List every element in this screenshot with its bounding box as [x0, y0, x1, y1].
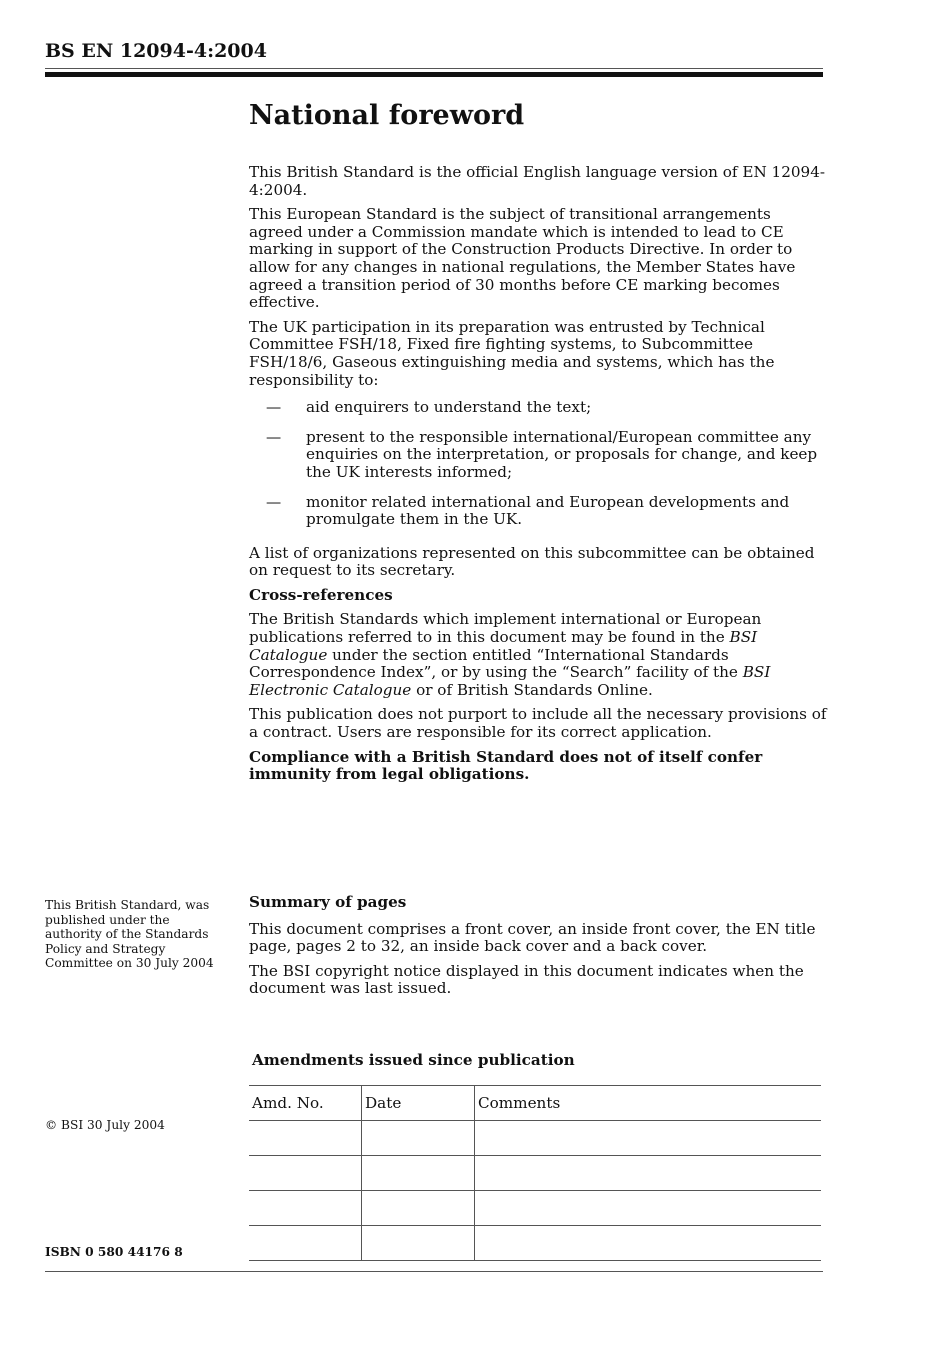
summary-section	[249, 894, 827, 1005]
cross-references-text-1: The British Standards which implement international or European publications referred to in this document may be found in the	[249, 610, 762, 647]
table-row	[249, 1191, 821, 1226]
foreword-body	[249, 164, 827, 791]
table-cell	[362, 1156, 475, 1191]
table-cell	[249, 1156, 362, 1191]
compliance-statement: Compliance with a British Standard does not of itself confer immunity from legal obligations.	[249, 747, 763, 784]
header-rule-thick	[45, 72, 823, 77]
list-item-text: aid enquirers to understand the text;	[306, 398, 592, 417]
header-rule-thin	[45, 68, 823, 69]
column-header-comments: Comments	[475, 1086, 822, 1121]
cross-references-text-2: under the section entitled “International Standards Correspondence Index”, or by using the “Search” facility of the	[249, 645, 743, 682]
column-header-amd-no: Amd. No.	[249, 1086, 362, 1121]
isbn: ISBN 0 580 44176 8	[45, 1245, 183, 1259]
intro-paragraph-3: The UK participation in its preparation was entrusted by Technical Committee FSH/18, Fixed fire fighting systems, to Subcommittee FSH/18/6, Gaseous extinguishing media and systems, which has the responsibility to:	[249, 317, 775, 389]
bsi-catalogue-ref: BSI Catalogue	[249, 628, 758, 664]
copyright-notice: © BSI 30 July 2004	[45, 1118, 165, 1132]
table-header-row	[249, 1086, 821, 1121]
table-cell	[362, 1226, 475, 1261]
summary-paragraph-1: This document comprises a front cover, an inside front cover, the EN title page, pages 2 to 32, an inside back cover and a back cover.	[249, 919, 816, 956]
dash-marker: —	[266, 427, 282, 446]
table-row	[249, 1226, 821, 1261]
list-item-text: present to the responsible international/European committee any enquiries on the interpretation, or proposals for change, and keep the UK interests informed;	[306, 427, 818, 481]
table-cell	[475, 1121, 822, 1156]
amendments-table	[249, 1085, 821, 1261]
amendments-title: Amendments issued since publication	[252, 1051, 575, 1069]
provisions-paragraph: This publication does not purport to include all the necessary provisions of a contract. Users are responsible for its correct application.	[249, 705, 827, 742]
bsi-electronic-catalogue-ref: BSI Electronic Catalogue	[249, 663, 771, 699]
publication-note: This British Standard, was published under the authority of the Standards Policy and Strategy Committee on 30 July 2004	[45, 898, 214, 970]
intro-paragraph-2: This European Standard is the subject of transitional arrangements agreed under a Commission mandate which is intended to lead to CE marking in support of the Construction Products Directive. In order to allow for any changes in national regulations, the Member States have agreed a transition period of 30 months before CE marking becomes effective.	[249, 205, 796, 312]
table-cell	[475, 1156, 822, 1191]
list-item-text: monitor related international and European developments and promulgate them in the UK.	[306, 492, 790, 529]
responsibility-list	[249, 399, 827, 529]
list-item	[249, 494, 827, 529]
column-header-date: Date	[362, 1086, 475, 1121]
document-id: BS EN 12094-4:2004	[45, 40, 267, 62]
table-row	[249, 1121, 821, 1156]
summary-heading: Summary of pages	[249, 893, 407, 911]
table-cell	[362, 1121, 475, 1156]
table-cell	[475, 1191, 822, 1226]
dash-marker: —	[266, 492, 282, 511]
page-title: National foreword	[249, 100, 525, 131]
list-item	[249, 429, 827, 482]
table-cell	[362, 1191, 475, 1226]
table-cell	[249, 1226, 362, 1261]
footer-rule	[45, 1271, 823, 1272]
organizations-paragraph: A list of organizations represented on this subcommittee can be obtained on request to its secretary.	[249, 543, 815, 580]
summary-paragraph-2: The BSI copyright notice displayed in this document indicates when the document was last issued.	[249, 961, 804, 998]
cross-references-text-3: or of British Standards Online.	[411, 680, 653, 699]
table-cell	[249, 1121, 362, 1156]
dash-marker: —	[266, 398, 282, 417]
list-item	[249, 399, 827, 417]
intro-paragraph-1: This British Standard is the official English language version of EN 12094-4:2004.	[249, 163, 826, 199]
table-cell	[475, 1226, 822, 1261]
cross-references-heading: Cross-references	[249, 585, 393, 604]
table-cell	[249, 1191, 362, 1226]
table-row	[249, 1156, 821, 1191]
cross-references-paragraph	[249, 611, 827, 699]
